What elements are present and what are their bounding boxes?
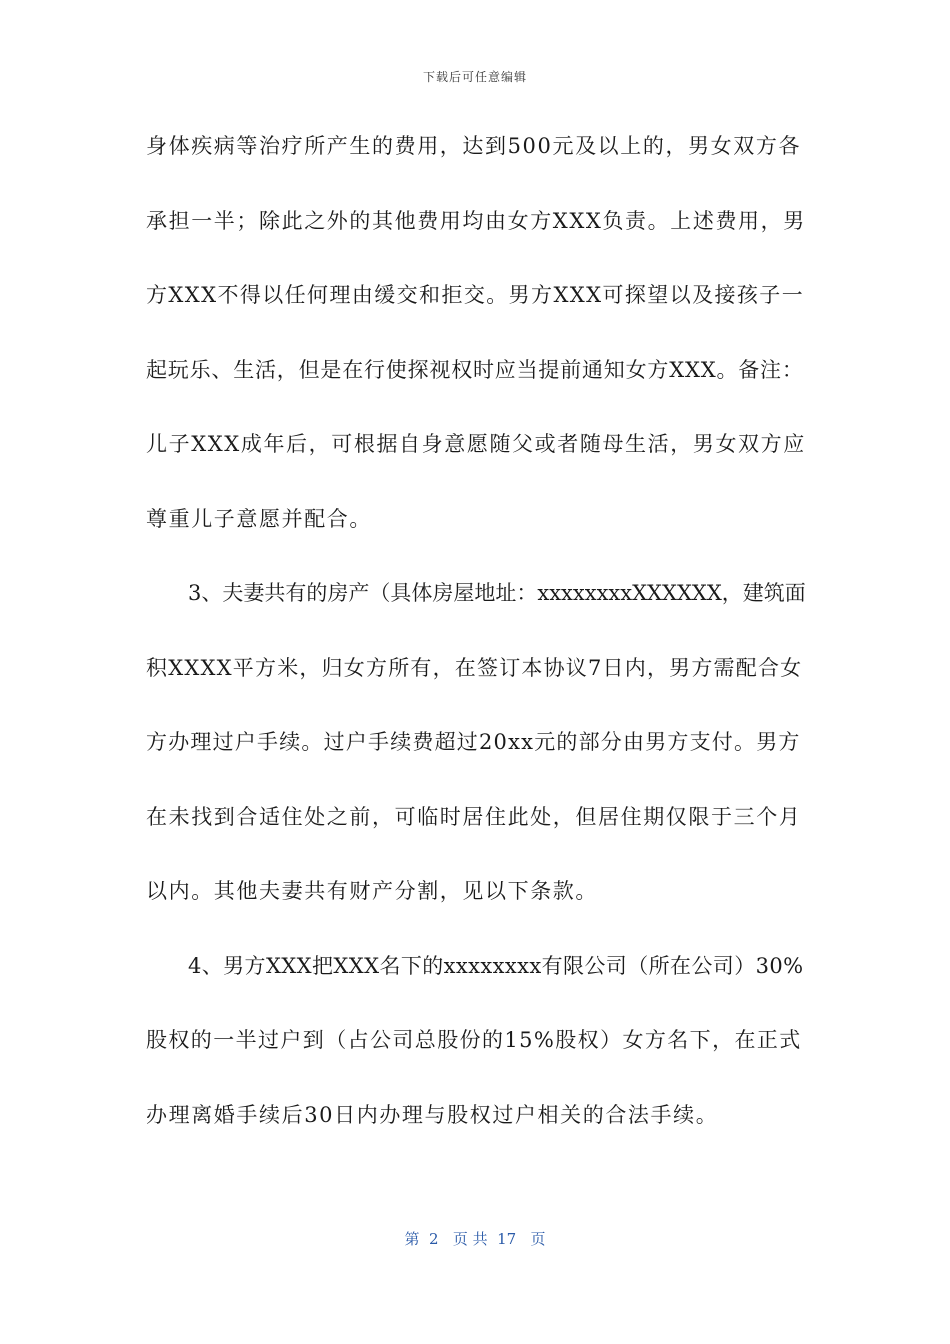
page-number: 第 2 页 共 17 页 [404,1230,546,1248]
text-line: 积XXXX平方米，归女方所有，在签订本协议7日内，男方需配合女 [146,655,803,680]
text-line: 在未找到合适住处之前，可临时居住此处，但居住期仅限于三个月 [146,804,802,829]
text-line: 起玩乐、生活，但是在行使探视权时应当提前通知女方XXX。备注： [146,357,804,382]
text-line: 办理离婚手续后30日内办理与股权过户相关的合法手续。 [146,1102,719,1127]
text-line: 儿子XXX成年后，可根据自身意愿随父或者随母生活，男女双方应 [146,432,806,456]
text-line: 身体疾病等治疗所产生的费用，达到500元及以上的，男女双方各 [146,134,802,158]
paragraph-3-start: 3、夫妻共有的房产（具体房屋地址：xxxxxxxxXXXXXX，建筑面 [188,581,806,605]
text-line: 承担一半；除此之外的其他费用均由女方XXX负责。上述费用，男 [146,208,806,233]
text-line: 尊重儿子意愿并配合。 [146,506,372,531]
header-note: 下载后可任意编辑 [422,70,527,84]
text-line: 以内。其他夫妻共有财产分割，见以下条款。 [146,879,598,903]
text-line: 方XXX不得以任何理由缓交和拒交。男方XXX可探望以及接孩子一 [146,283,805,307]
paragraph-4-start: 4、男方XXX把XXX名下的xxxxxxxx有限公司（所在公司）30% [188,953,804,978]
document-body [146,126,806,1169]
text-line: 方办理过户手续。过户手续费超过20xx元的部分由男方支付。男方 [146,730,801,754]
text-line: 股权的一半过户到（占公司总股份的15%股权）女方名下，在正式 [146,1028,802,1052]
